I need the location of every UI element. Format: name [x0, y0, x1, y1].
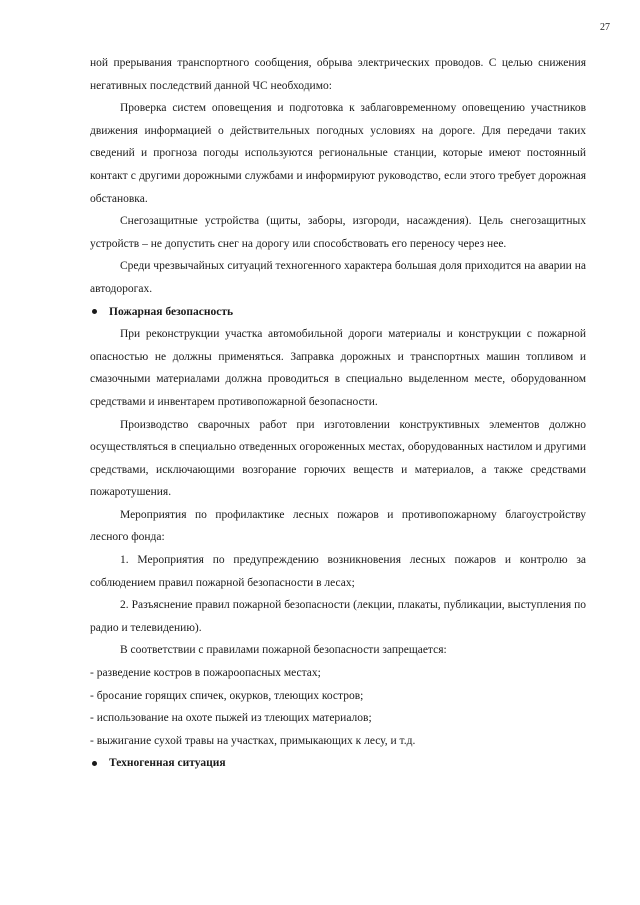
list-item: - выжигание сухой травы на участках, примыкающих к лесу, и т.д.	[90, 734, 416, 747]
heading-text: Техногенная ситуация	[109, 757, 226, 770]
paragraph: В соответствии с правилами пожарной безопасности запрещается:	[120, 644, 447, 657]
paragraph: При реконструкции участка автомобильной дороги материалы и конструкции с пожарной опасностью не должны применяться. Заправка дорожных и транспортных машин топливом и смазочными материалами должна проводиться в специально выделенном месте, оборудованном средствами и инвентарем противопожарной безопасности.	[90, 328, 586, 408]
paragraph: 1. Мероприятия по предупреждению возникновения лесных пожаров и контролю за соблюдением правил пожарной безопасности в лесах;	[90, 554, 586, 589]
section-heading-technogenic	[90, 752, 586, 775]
paragraph: Производство сварочных работ при изготовлении конструктивных элементов должно осуществляться в специально отведенных огороженных местах, оборудованных настилом и другими средствами, исключающими возгорание горючих веществ и материалов, а также средствами пожаротушения.	[90, 418, 586, 499]
paragraph: Мероприятия по профилактике лесных пожаров и противопожарному благоустройству лесного фонда:	[90, 508, 586, 544]
bullet-icon	[92, 761, 97, 766]
heading-text: Пожарная безопасность	[109, 305, 234, 318]
paragraph: ной прерывания транспортного сообщения, обрыва электрических проводов. С целью снижения негативных последствий данной ЧС необходимо:	[90, 57, 586, 92]
list-item: - использование на охоте пыжей из тлеющих материалов;	[90, 712, 372, 725]
list-item: - разведение костров в пожароопасных местах;	[90, 667, 321, 680]
bullet-icon	[92, 309, 97, 314]
list-item: - бросание горящих спичек, окурков, тлеющих костров;	[90, 689, 364, 702]
paragraph: Снегозащитные устройства (щиты, заборы, изгороди, насаждения). Цель снегозащитных устройств – не допустить снег на дорогу или способствовать его переносу через нее.	[90, 215, 586, 250]
paragraph: Среди чрезвычайных ситуаций техногенного характера большая доля приходится на аварии на автодорогах.	[90, 260, 586, 295]
paragraph: Проверка систем оповещения и подготовка к заблаговременному оповещению участников движения информацией о действительных погодных условиях на дороге. Для передачи таких сведений и прогноза погоды используются региональные станции, которые имеют постоянный контакт с другими дорожными службами и информируют руководство, если этого требует дорожная обстановка.	[90, 102, 586, 205]
section-heading-fire-safety	[90, 301, 586, 324]
page-number: 27	[600, 22, 610, 33]
paragraph: 2. Разъяснение правил пожарной безопасности (лекции, плакаты, публикации, выступления по радио и телевидению).	[90, 599, 586, 634]
page-content	[90, 52, 586, 775]
